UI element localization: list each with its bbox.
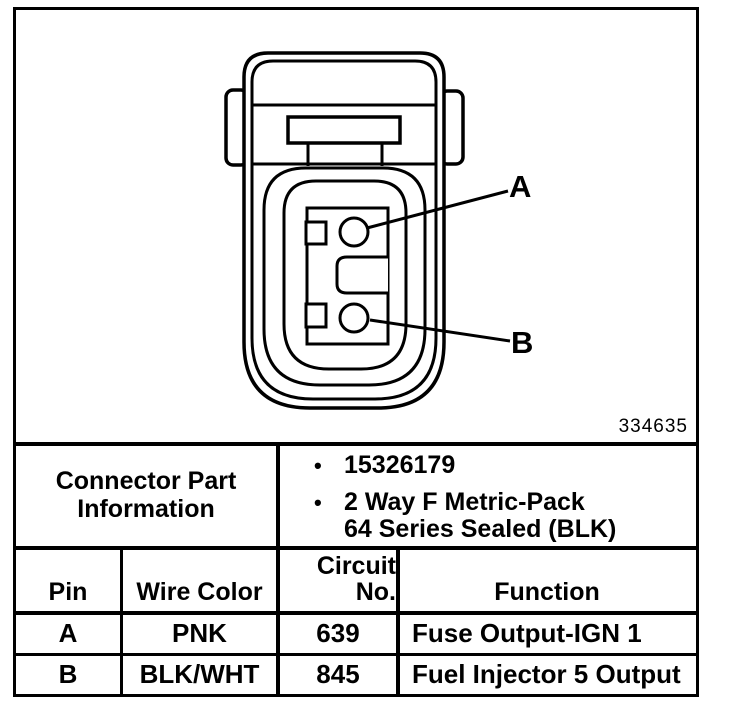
row-a-pin: A [58, 618, 78, 648]
figure-number: 334635 [618, 416, 688, 437]
row-a-wire-color: PNK [172, 618, 227, 648]
connector-latch [288, 117, 400, 143]
row-b-circuit-no: 845 [316, 659, 360, 689]
header-circuit-line2: No. [355, 578, 396, 606]
row-b-pin: B [58, 659, 78, 689]
connector-type-line2: 64 Series Sealed (BLK) [344, 515, 617, 543]
terminal-a-circle [340, 218, 368, 246]
divider-info-vertical [276, 442, 280, 550]
terminal-b-circle [340, 304, 368, 332]
connector-part-info-title [16, 446, 276, 544]
bullet-icon: • [314, 453, 322, 478]
index-notch-b [306, 304, 326, 327]
row-a-circuit-no: 639 [316, 618, 360, 648]
header-function: Function [494, 578, 600, 606]
header-circuit-no [280, 549, 396, 611]
connector-type-item [314, 489, 694, 516]
index-notch-a [306, 222, 326, 244]
part-number-item [314, 452, 694, 479]
header-pin: Pin [48, 578, 88, 606]
header-wire-color: Wire Color [136, 578, 263, 606]
row-a-function: Fuse Output-IGN 1 [412, 618, 642, 648]
bullet-icon: • [314, 490, 322, 515]
connector-part-info-title-line2: Information [77, 495, 215, 523]
header-circuit-line1: Circuit [316, 552, 396, 580]
row-b-wire-color: BLK/WHT [139, 659, 260, 689]
pin-b-label: B [511, 325, 534, 360]
pin-a-label: A [509, 169, 532, 204]
connector-part-info-title-line1: Connector Part [55, 467, 237, 495]
connector-part-info-details [314, 452, 694, 543]
row-b-function: Fuel Injector 5 Output [412, 659, 681, 689]
part-number: 15326179 [344, 451, 456, 479]
keyway [337, 257, 388, 293]
connector-type-line1: 2 Way F Metric-Pack [344, 488, 585, 516]
